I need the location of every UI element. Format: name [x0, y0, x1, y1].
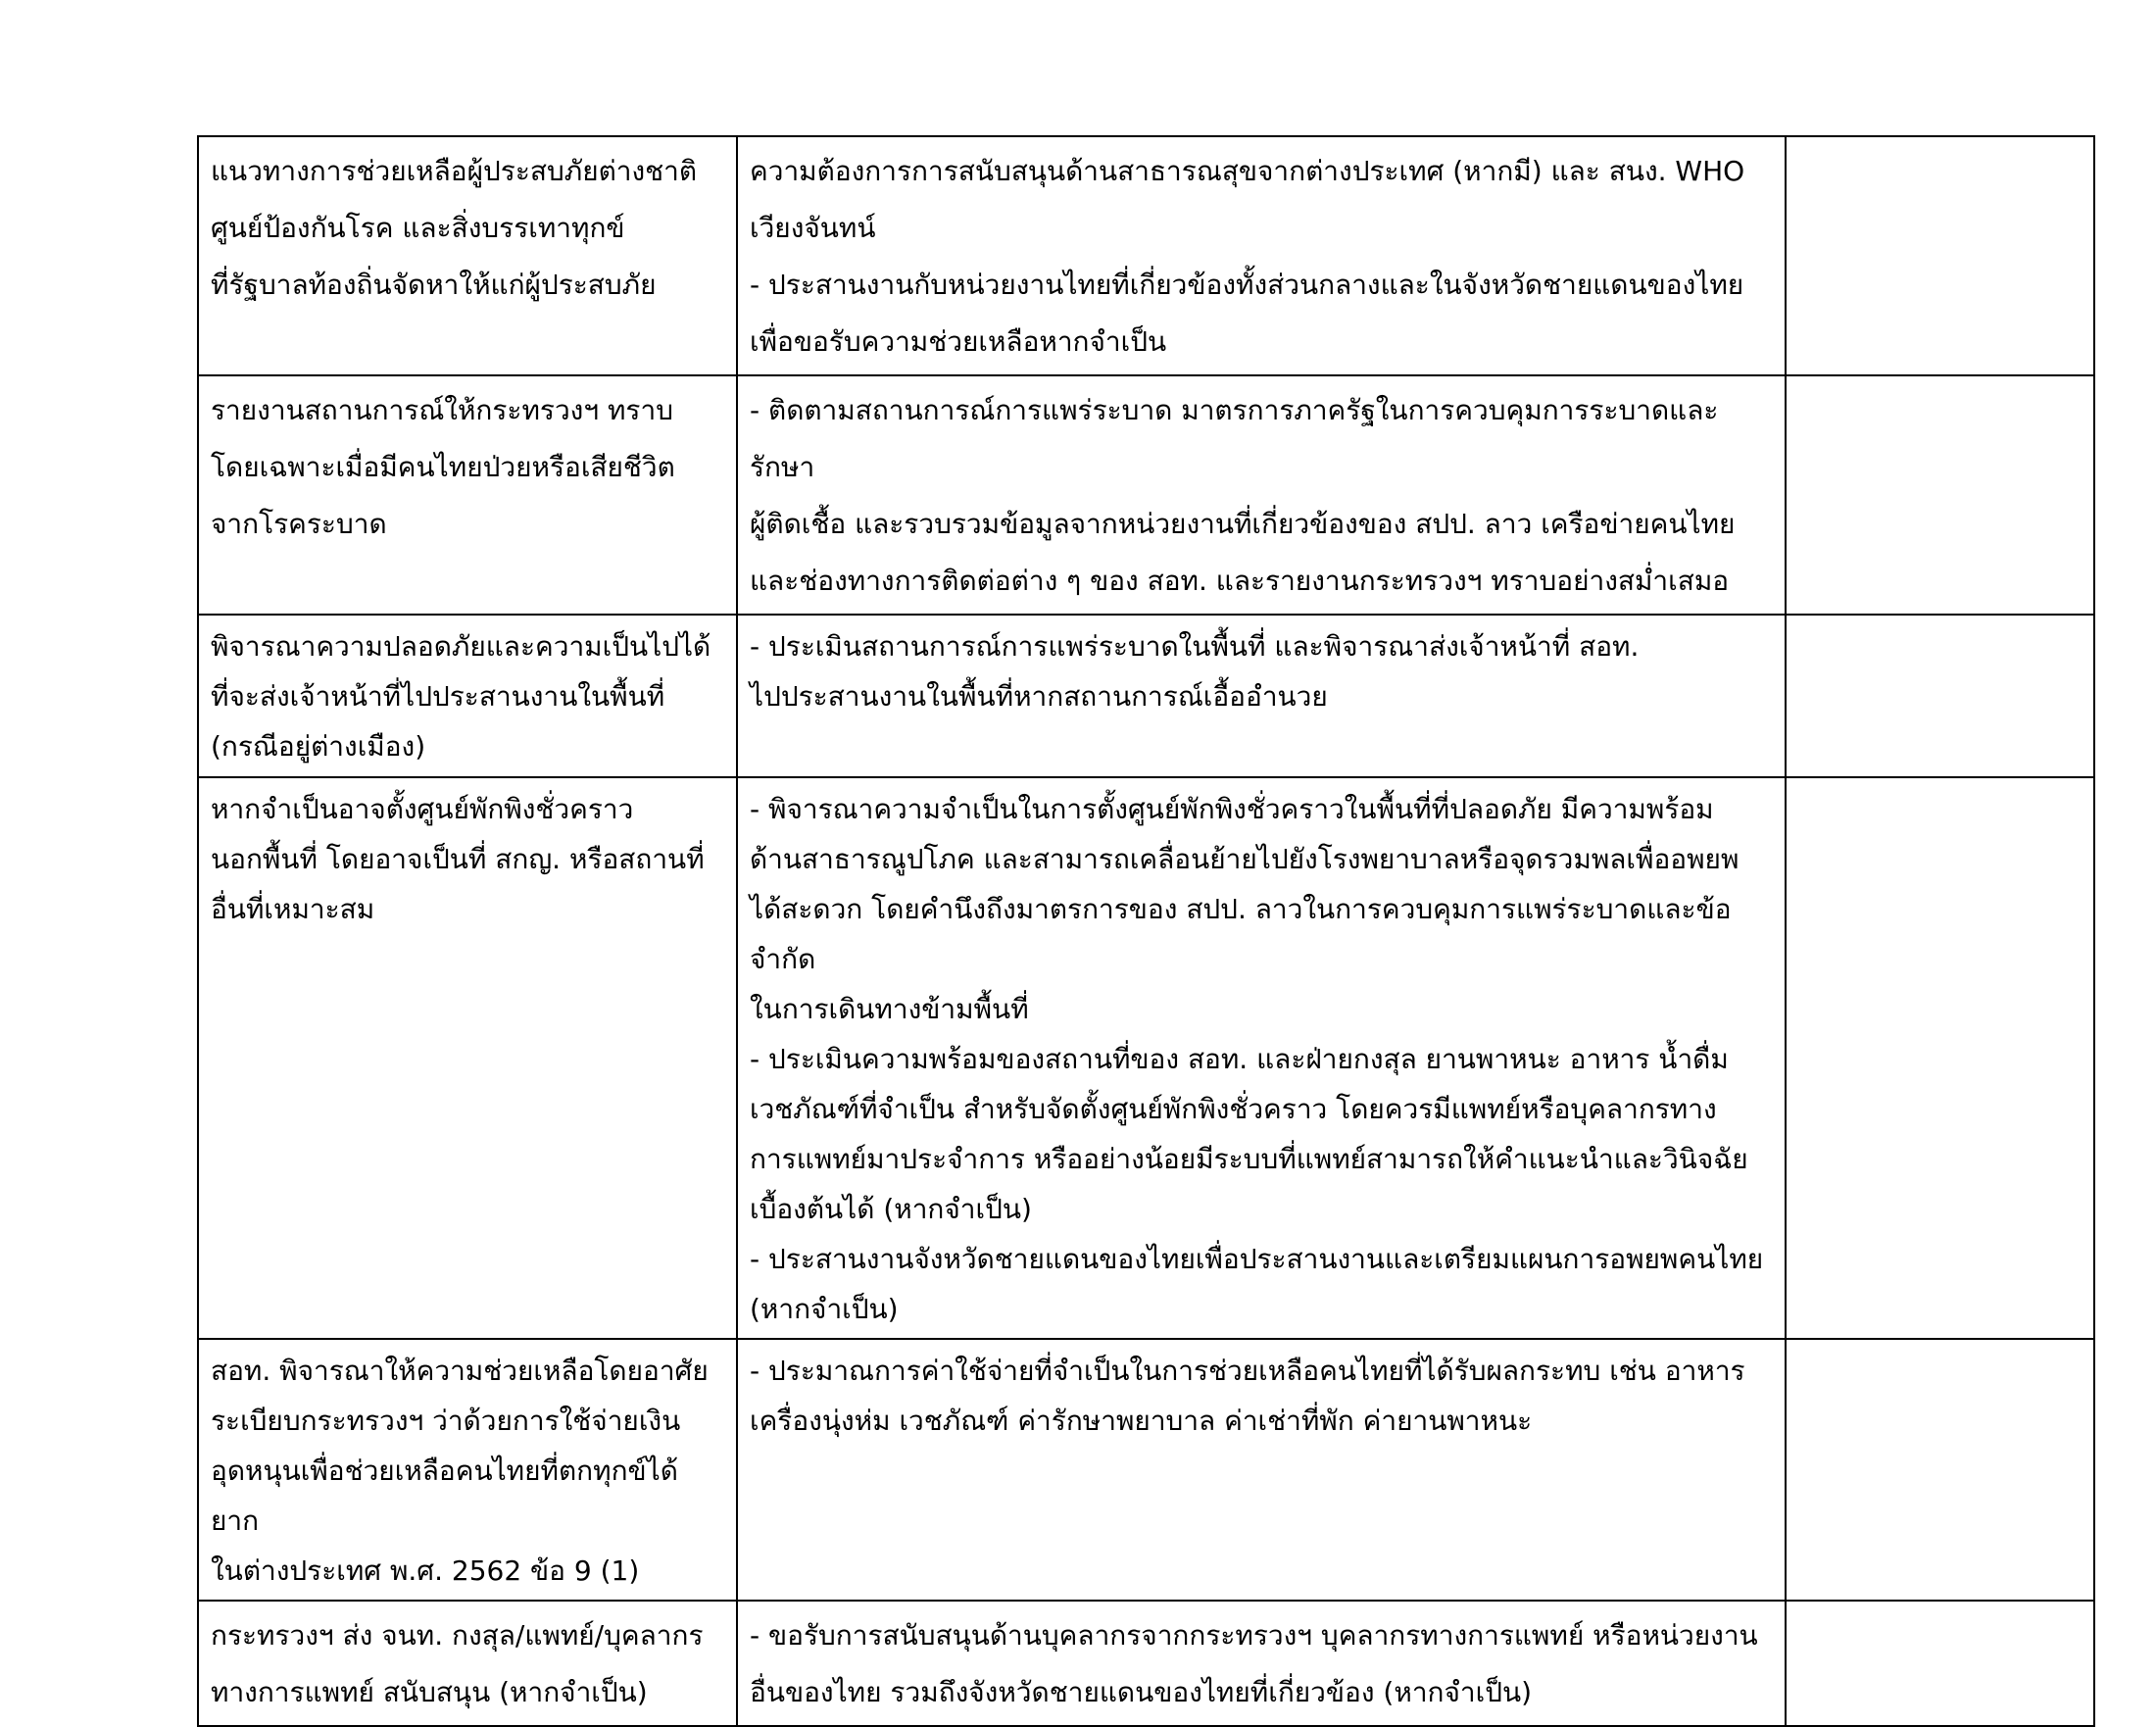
details-cell: - ขอรับการสนับสนุนด้านบุคลากรจากกระทรวงฯ บุคลากรทางการแพทย์ หรือหน่วยงาน อื่นของไทย รวมถึงจังหวัดชายแดนของไทยที่เกี่ยวข้อง (หากจำเป็น): [737, 1601, 1786, 1726]
notes-cell: [1786, 1339, 2094, 1601]
notes-cell: [1786, 136, 2094, 375]
action-cell: กระทรวงฯ ส่ง จนท. กงสุล/แพทย์/บุคลากร ทางการแพทย์ สนับสนุน (หากจำเป็น): [198, 1601, 737, 1726]
table-row: [198, 777, 2094, 1339]
table-row: [198, 1601, 2094, 1726]
procedure-table: [197, 135, 2095, 1727]
notes-cell: [1786, 1601, 2094, 1726]
action-cell: หากจำเป็นอาจตั้งศูนย์พักพิงชั่วคราว นอกพื้นที่ โดยอาจเป็นที่ สกญ. หรือสถานที่ อื่นที่เหมาะสม: [198, 777, 737, 1339]
details-cell: - ติดตามสถานการณ์การแพร่ระบาด มาตรการภาครัฐในการควบคุมการระบาดและรักษา ผู้ติดเชื้อ และรวบรวมข้อมูลจากหน่วยงานที่เกี่ยวข้องของ สปป. ลาว เครือข่ายคนไทย และช่องทางการติดต่อต่าง ๆ ของ สอท. และรายงานกระทรวงฯ ทราบอย่างสม่ำเสมอ: [737, 375, 1786, 615]
notes-cell: [1786, 777, 2094, 1339]
details-cell: ความต้องการการสนับสนุนด้านสาธารณสุขจากต่างประเทศ (หากมี) และ สนง. WHO เวียงจันทน์ - ประสานงานกับหน่วยงานไทยที่เกี่ยวข้องทั้งส่วนกลางและในจังหวัดชายแดนของไทย เพื่อขอรับความช่วยเหลือหากจำเป็น: [737, 136, 1786, 375]
action-cell: รายงานสถานการณ์ให้กระทรวงฯ ทราบ โดยเฉพาะเมื่อมีคนไทยป่วยหรือเสียชีวิต จากโรคระบาด: [198, 375, 737, 615]
notes-cell: [1786, 615, 2094, 777]
details-cell: - พิจารณาความจำเป็นในการตั้งศูนย์พักพิงชั่วคราวในพื้นที่ที่ปลอดภัย มีความพร้อม ด้านสาธารณูปโภค และสามารถเคลื่อนย้ายไปยังโรงพยาบาลหรือจุดรวมพลเพื่ออพยพ ได้สะดวก โดยคำนึงถึงมาตรการของ สปป. ลาวในการควบคุมการแพร่ระบาดและข้อจำกัด ในการเดินทางข้ามพื้นที่ - ประเมินความพร้อมของสถานที่ของ สอท. และฝ่ายกงสุล ยานพาหนะ อาหาร น้ำดื่ม เวชภัณฑ์ที่จำเป็น สำหรับจัดตั้งศูนย์พักพิงชั่วคราว โดยควรมีแพทย์หรือบุคลากรทาง การแพทย์มาประจำการ หรืออย่างน้อยมีระบบที่แพทย์สามารถให้คำแนะนำและวินิจฉัย เบื้องต้นได้ (หากจำเป็น) - ประสานงานจังหวัดชายแดนของไทยเพื่อประสานงานและเตรียมแผนการอพยพคนไทย (หากจำเป็น): [737, 777, 1786, 1339]
details-cell: - ประมาณการค่าใช้จ่ายที่จำเป็นในการช่วยเหลือคนไทยที่ได้รับผลกระทบ เช่น อาหาร เครื่องนุ่งห่ม เวชภัณฑ์ ค่ารักษาพยาบาล ค่าเช่าที่พัก ค่ายานพาหนะ: [737, 1339, 1786, 1601]
action-cell: แนวทางการช่วยเหลือผู้ประสบภัยต่างชาติ ศูนย์ป้องกันโรค และสิ่งบรรเทาทุกข์ ที่รัฐบาลท้องถิ่นจัดหาให้แก่ผู้ประสบภัย: [198, 136, 737, 375]
notes-cell: [1786, 375, 2094, 615]
details-cell: - ประเมินสถานการณ์การแพร่ระบาดในพื้นที่ และพิจารณาส่งเจ้าหน้าที่ สอท. ไปประสานงานในพื้นที่หากสถานการณ์เอื้ออำนวย: [737, 615, 1786, 777]
action-cell: สอท. พิจารณาให้ความช่วยเหลือโดยอาศัย ระเบียบกระทรวงฯ ว่าด้วยการใช้จ่ายเงิน อุดหนุนเพื่อช่วยเหลือคนไทยที่ตกทุกข์ได้ยาก ในต่างประเทศ พ.ศ. 2562 ข้อ 9 (1): [198, 1339, 737, 1601]
table-row: [198, 1339, 2094, 1601]
table-row: [198, 375, 2094, 615]
table-row: [198, 615, 2094, 777]
table-row: [198, 136, 2094, 375]
action-cell: พิจารณาความปลอดภัยและความเป็นไปได้ ที่จะส่งเจ้าหน้าที่ไปประสานงานในพื้นที่ (กรณีอยู่ต่างเมือง): [198, 615, 737, 777]
